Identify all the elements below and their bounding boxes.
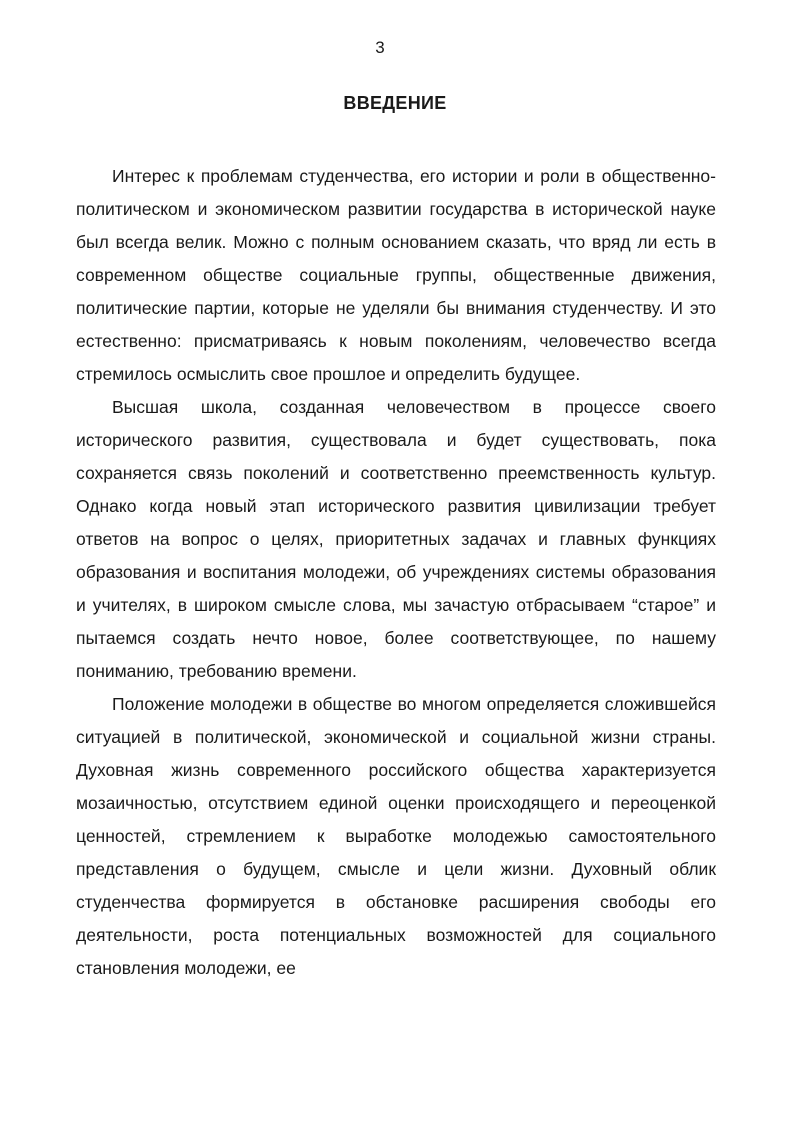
page-number: 3 — [375, 38, 385, 57]
paragraph: Высшая школа, созданная человечеством в процессе своего исторического развития, существовала и будет существовать, пока сохраняется связь поколений и соответственно преемственность культур. Однако когда новый этап исторического развития цивилизации требует ответов на вопрос о целях, приоритетных задачах и главных функциях образования и воспитания молодежи, об учреждениях системы образования и учителях, в широком смысле слова, мы зачастую отбрасываем “старое” и пытаемся создать нечто новое, более соответствующее, по нашему пониманию, требованию времени. — [76, 397, 716, 681]
paragraph: Интерес к проблемам студенчества, его истории и роли в общественно-политическом и экономическом развитии государства в исторической науке был всегда велик. Можно с полным основанием сказать, что вряд ли есть в современном обществе социальные группы, общественные движения, политические партии, которые не уделяли бы внимания студенчеству. И это естественно: присматриваясь к новым поколениям, человечество всегда стремилось осмыслить свое прошлое и определить будущее. — [76, 166, 716, 384]
section-heading: ВВЕДЕНИЕ — [343, 93, 447, 113]
body-text — [76, 160, 716, 985]
paragraph: Положение молодежи в обществе во многом определяется сложившейся ситуацией в политической, экономической и социальной жизни страны. Духовная жизнь современного российского общества характеризуется мозаичностью, отсутствием единой оценки происходящего и переоценкой ценностей, стремлением к выработке молодежью самостоятельного представления о будущем, смысле и цели жизни. Духовный облик студенчества формируется в обстановке расширения свободы его деятельности, роста потенциальных возможностей для социального становления молодежи, ее — [76, 694, 716, 978]
